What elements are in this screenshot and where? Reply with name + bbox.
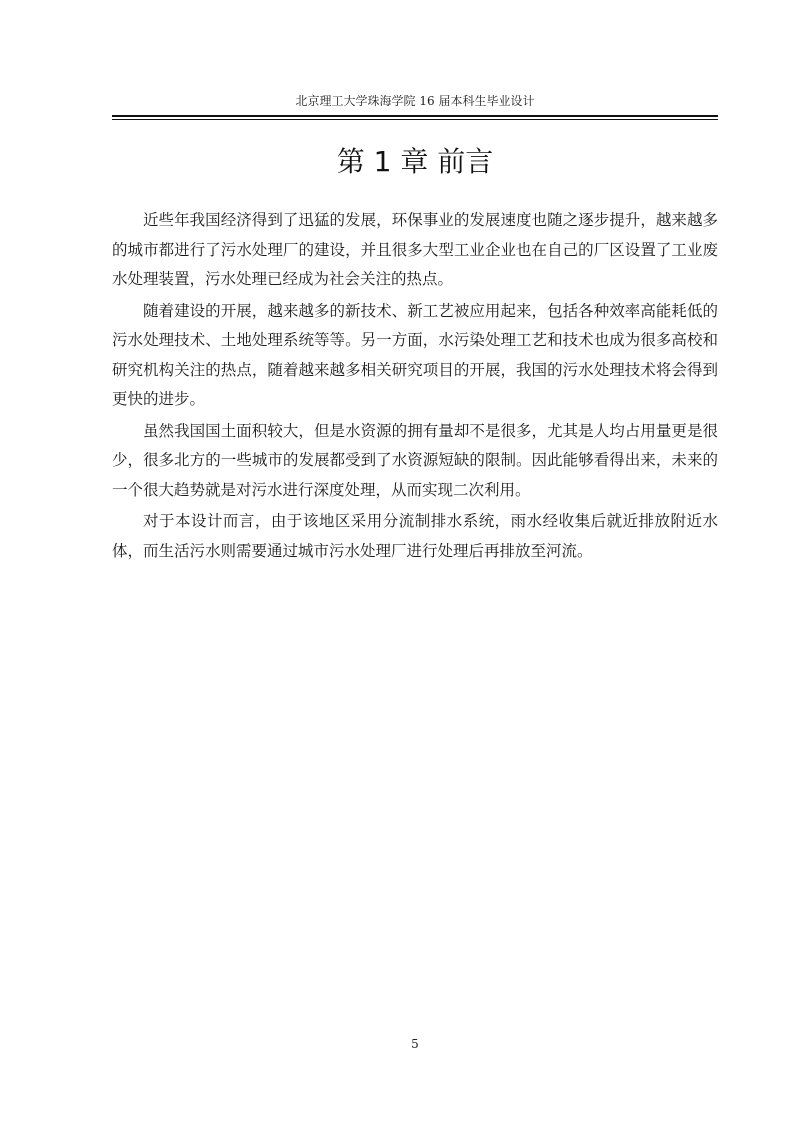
paragraph: 对于本设计而言，由于该地区采用分流制排水系统，雨水经收集后就近排放附近水体，而生活污水则需要通过城市污水处理厂进行处理后再排放至河流。 — [112, 512, 718, 560]
paragraph: 近些年我国经济得到了迅猛的发展，环保事业的发展速度也随之逐步提升，越来越多的城市都进行了污水处理厂的建设，并且很多大型工业企业也在自己的厂区设置了工业废水处理装置，污水处理已经成为社会关注的热点。 — [112, 211, 718, 288]
running-header: 北京理工大学珠海学院 16 届本科生毕业设计 — [295, 94, 535, 108]
body-text — [112, 206, 718, 568]
paragraph: 随着建设的开展，越来越多的新技术、新工艺被应用起来，包括各种效率高能耗低的污水处理技术、土地处理系统等等。另一方面，水污染处理工艺和技术也成为很多高校和研究机构关注的热点，随着越来越多相关研究项目的开展，我国的污水处理技术将会得到更快的进步。 — [112, 301, 718, 408]
chapter-title: 第 1 章 前言 — [336, 145, 494, 178]
paragraph: 虽然我国国土面积较大，但是水资源的拥有量却不是很多，尤其是人均占用量更是很少，很多北方的一些城市的发展都受到了水资源短缺的限制。因此能够看得出来，未来的一个很大趋势就是对污水进行深度处理，从而实现二次利用。 — [112, 421, 718, 499]
page-number: 5 — [411, 1037, 419, 1051]
header-rule-thick — [112, 115, 718, 117]
header-rule-thin — [112, 119, 718, 120]
